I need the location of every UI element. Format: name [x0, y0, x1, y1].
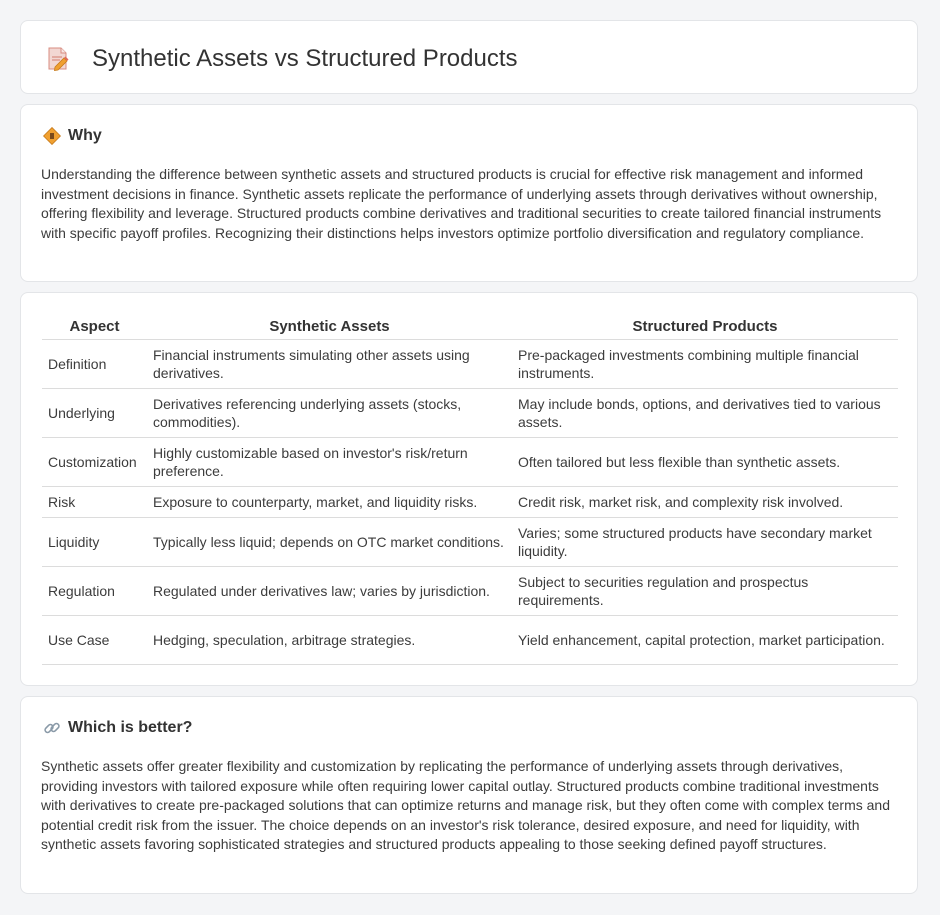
structured-cell: Varies; some structured products have secondary market liquidity.: [512, 518, 898, 567]
aspect-cell: Use Case: [42, 616, 147, 665]
better-section: [20, 696, 918, 894]
structured-cell: May include bonds, options, and derivatives tied to various assets.: [512, 389, 898, 438]
aspect-cell: Regulation: [42, 567, 147, 616]
diamond-sign-icon: [43, 127, 61, 145]
column-header: Structured Products: [512, 315, 898, 340]
synthetic-cell: Financial instruments simulating other assets using derivatives.: [147, 340, 512, 389]
better-header: [43, 717, 192, 739]
aspect-cell: Liquidity: [42, 518, 147, 567]
structured-cell: Often tailored but less flexible than synthetic assets.: [512, 438, 898, 487]
link-icon: [43, 719, 61, 737]
table-row: [42, 487, 898, 518]
synthetic-cell: Typically less liquid; depends on OTC market conditions.: [147, 518, 512, 567]
synthetic-cell: Regulated under derivatives law; varies by jurisdiction.: [147, 567, 512, 616]
better-text: Synthetic assets offer greater flexibility and customization by replicating the performance of underlying assets through derivatives, providing investors with tailored exposure while often requiring lower capital outlay. Structured products combine traditional investments with derivatives to create pre-packaged solutions that can optimize returns and manage risk, but they often come with complex terms and potential credit risk from the issuer. The choice depends on an investor's risk tolerance, desired exposure, and need for liquidity, with synthetic assets favoring sophisticated strategies and structured products appealing to those seeking defined payoff structures.: [41, 758, 890, 853]
structured-cell: Yield enhancement, capital protection, market participation.: [512, 616, 898, 665]
column-header: Aspect: [42, 315, 147, 340]
document-pencil-icon: [47, 47, 69, 71]
table-row: [42, 438, 898, 487]
synthetic-cell: Hedging, speculation, arbitrage strategies.: [147, 616, 512, 665]
why-heading: Why: [68, 127, 102, 144]
structured-cell: Credit risk, market risk, and complexity risk involved.: [512, 487, 898, 518]
table-header-row: [42, 315, 898, 340]
synthetic-cell: Exposure to counterparty, market, and liquidity risks.: [147, 487, 512, 518]
synthetic-cell: Highly customizable based on investor's risk/return preference.: [147, 438, 512, 487]
title-card: [20, 20, 918, 94]
why-header: [43, 125, 102, 147]
aspect-cell: Customization: [42, 438, 147, 487]
why-section: [20, 104, 918, 282]
aspect-cell: Risk: [42, 487, 147, 518]
why-text: Understanding the difference between synthetic assets and structured products is crucial for effective risk management and informed investment decisions in finance. Synthetic assets replicate the performance of underlying assets through derivatives without ownership, offering flexibility and leverage. Structured products combine derivatives and traditional securities to create tailored financial instruments with specific payoff profiles. Recognizing their distinctions helps investors optimize portfolio diversification and regulatory compliance.: [41, 166, 882, 241]
column-header: Synthetic Assets: [147, 315, 512, 340]
aspect-cell: Definition: [42, 340, 147, 389]
aspect-cell: Underlying: [42, 389, 147, 438]
synthetic-cell: Derivatives referencing underlying assets (stocks, commodities).: [147, 389, 512, 438]
table-row: [42, 518, 898, 567]
table-row: [42, 340, 898, 389]
table-row: [42, 616, 898, 665]
table-row: [42, 389, 898, 438]
better-heading: Which is better?: [68, 719, 193, 736]
page-title: Synthetic Assets vs Structured Products: [92, 45, 518, 72]
structured-cell: Subject to securities regulation and prospectus requirements.: [512, 567, 898, 616]
structured-cell: Pre-packaged investments combining multiple financial instruments.: [512, 340, 898, 389]
comparison-section: [20, 292, 918, 686]
comparison-table: [42, 315, 898, 665]
table-row: [42, 567, 898, 616]
